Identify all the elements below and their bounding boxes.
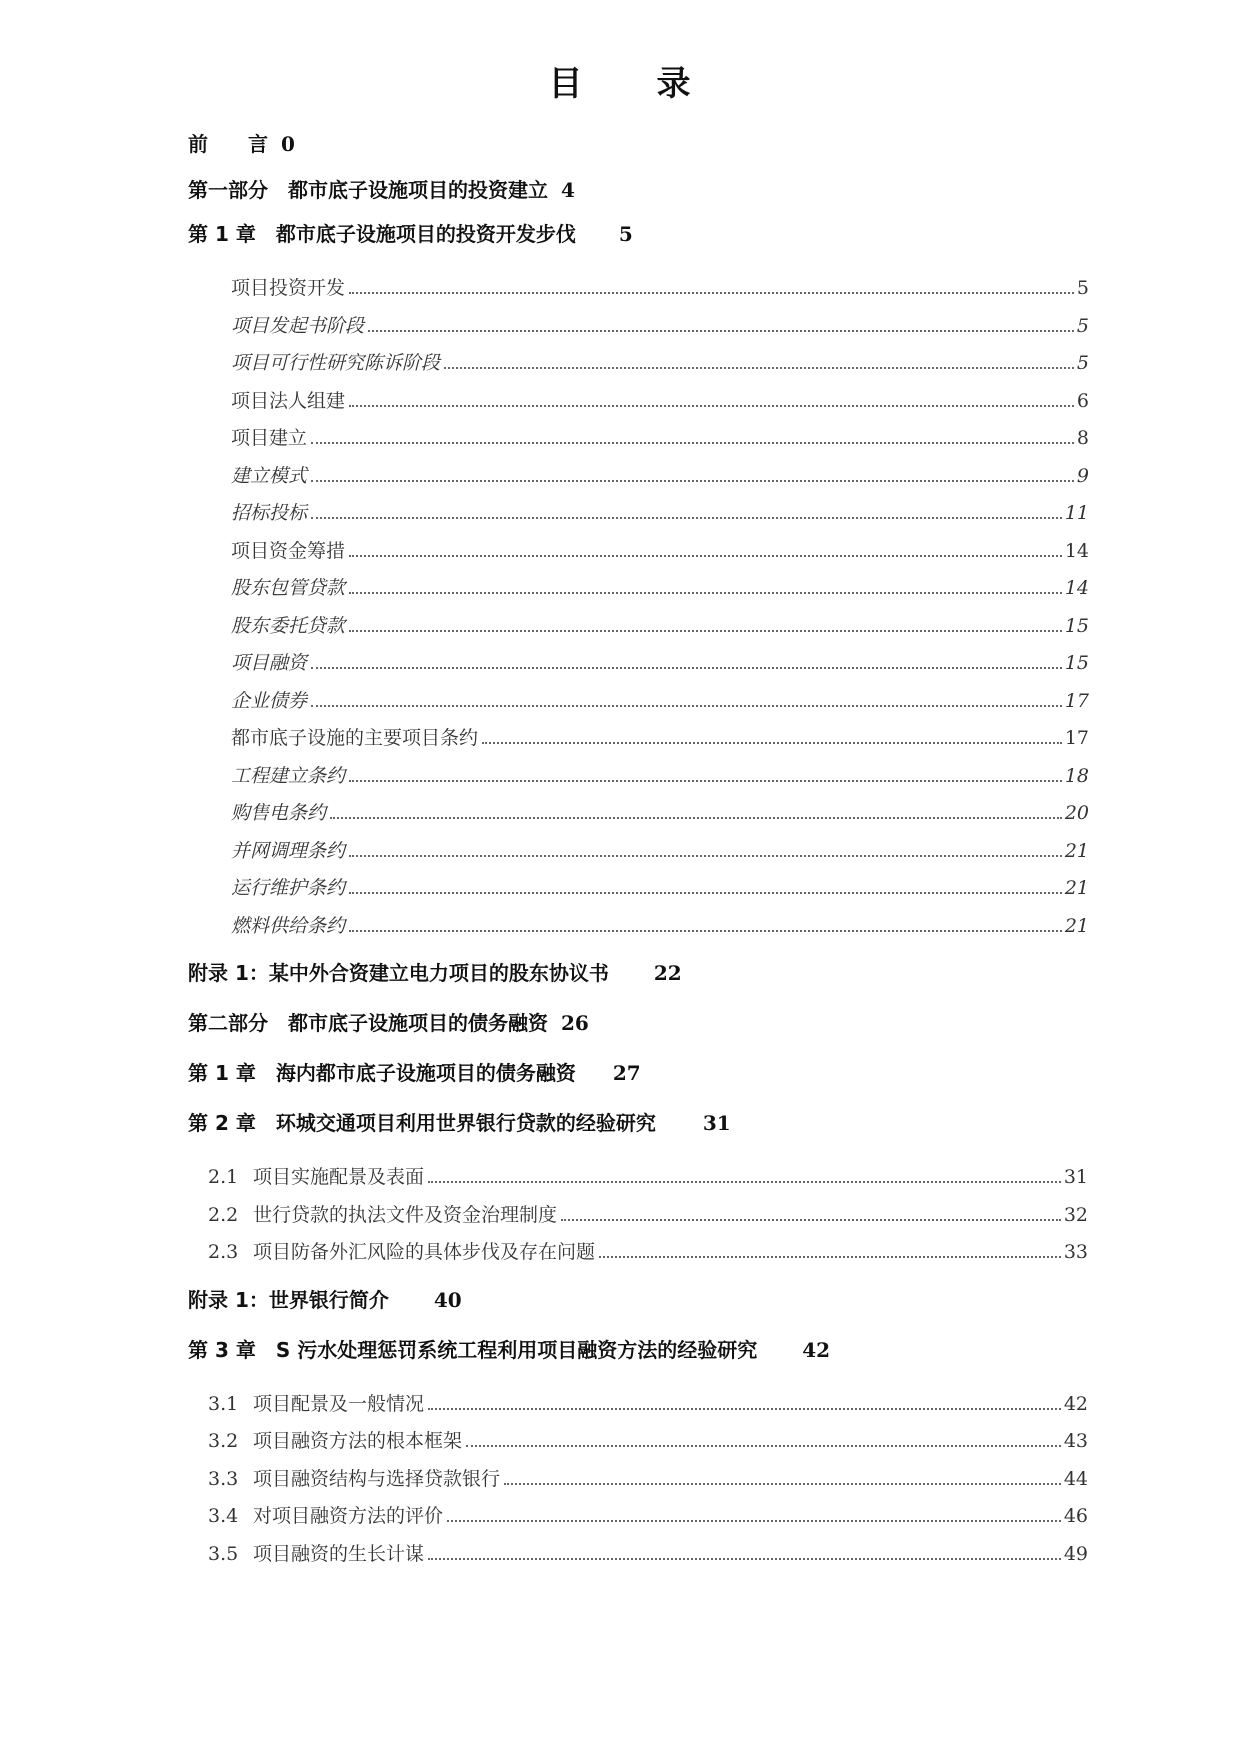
toc-entry[interactable]: [231, 308, 1089, 346]
dot-leader: [311, 441, 1074, 444]
dot-leader: [428, 1557, 1061, 1560]
entry-page: 42: [1063, 1392, 1088, 1415]
toc-entry[interactable]: [208, 1386, 1088, 1424]
toc-entry[interactable]: [208, 1536, 1088, 1574]
toc-entry[interactable]: [231, 345, 1089, 383]
dot-leader: [349, 891, 1062, 894]
toc-entry[interactable]: [208, 1423, 1088, 1461]
toc-entry[interactable]: [231, 833, 1089, 871]
toc-entry[interactable]: [208, 1234, 1088, 1272]
entry-number: 2.3: [208, 1241, 239, 1263]
heading-page: 0: [280, 132, 295, 156]
dot-leader: [349, 629, 1062, 632]
dot-leader: [428, 1180, 1061, 1183]
entry-label: 企业债券: [231, 689, 308, 712]
entry-page: 14: [1064, 539, 1089, 562]
toc-entry[interactable]: [231, 533, 1089, 571]
page-title: 目 录: [548, 64, 693, 104]
entry-number: 3.4: [208, 1505, 239, 1527]
toc-entry[interactable]: [231, 683, 1089, 721]
heading-label: 前 言: [188, 132, 268, 156]
entry-page: 17: [1064, 727, 1089, 749]
entry-label: 项目融资方法的根本框架: [253, 1430, 463, 1452]
heading-page: 22: [653, 961, 682, 985]
toc-entry[interactable]: [231, 908, 1089, 946]
dot-leader: [311, 479, 1074, 482]
table-of-contents: [188, 130, 1088, 1573]
toc-entry[interactable]: [231, 720, 1089, 758]
toc-heading-part2-ch2[interactable]: [188, 1109, 1088, 1159]
entry-page: 21: [1064, 914, 1089, 937]
toc-entry[interactable]: [231, 420, 1089, 458]
entry-page: 21: [1064, 877, 1089, 899]
entry-page: 5: [1076, 314, 1089, 337]
entry-label: 股东委托贷款: [231, 614, 346, 637]
dot-leader: [368, 329, 1074, 332]
toc-entry[interactable]: [231, 795, 1089, 833]
heading-page: 31: [702, 1111, 731, 1135]
toc-entry[interactable]: [231, 645, 1089, 683]
entry-page: 33: [1063, 1241, 1088, 1263]
entry-label: 招标投标: [231, 502, 308, 524]
entry-label: 燃料供给条约: [231, 914, 346, 937]
dot-leader: [349, 779, 1062, 782]
heading-page: 5: [618, 222, 633, 246]
toc-entry[interactable]: [208, 1197, 1088, 1235]
toc-entry[interactable]: [231, 870, 1089, 908]
entry-page: 17: [1064, 689, 1089, 712]
heading-label: 附录 1：某中外合资建立电力项目的股东协议书: [188, 961, 609, 985]
entry-page: 15: [1064, 614, 1089, 637]
dot-leader: [428, 1407, 1061, 1410]
dot-leader: [599, 1255, 1061, 1258]
entry-label: 股东包管贷款: [231, 577, 346, 599]
entry-label: 对项目融资方法的评价: [253, 1505, 444, 1527]
entry-page: 9: [1076, 464, 1089, 487]
entry-label: 并网调理条约: [231, 839, 346, 862]
ch2-entry-list: [188, 1159, 1088, 1272]
entry-label: 工程建立条约: [231, 764, 346, 787]
heading-page: 4: [560, 178, 575, 202]
toc-heading-ch1[interactable]: [188, 220, 1088, 270]
toc-entry[interactable]: [208, 1461, 1088, 1499]
entry-number: 3.1: [208, 1392, 239, 1415]
entry-page: 21: [1064, 839, 1089, 862]
entry-number: 2.1: [208, 1166, 239, 1188]
entry-page: 31: [1063, 1166, 1088, 1188]
entry-label: 项目发起书阶段: [231, 314, 365, 337]
dot-leader: [504, 1482, 1061, 1485]
entry-page: 20: [1064, 802, 1089, 824]
toc-entry[interactable]: [231, 458, 1089, 496]
entry-page: 14: [1064, 577, 1089, 599]
toc-heading-appendix2[interactable]: [188, 1286, 1088, 1336]
entry-label: 建立模式: [231, 464, 308, 487]
entry-page: 44: [1063, 1467, 1088, 1490]
toc-entry[interactable]: [231, 495, 1089, 533]
heading-label: 第 2 章 环城交通项目利用世界银行贷款的经验研究: [188, 1111, 656, 1135]
heading-label: 第一部分 都市底子设施项目的投资建立: [188, 178, 548, 202]
entry-number: 3.2: [208, 1430, 239, 1452]
toc-entry[interactable]: [231, 383, 1089, 421]
heading-page: 42: [802, 1337, 831, 1362]
dot-leader: [466, 1444, 1061, 1447]
entry-page: 5: [1076, 277, 1089, 299]
dot-leader: [349, 404, 1074, 407]
entry-label: 项目法人组建: [231, 389, 346, 412]
entry-label: 项目防备外汇风险的具体步伐及存在问题: [253, 1241, 596, 1263]
toc-entry[interactable]: [231, 758, 1089, 796]
entry-page: 11: [1064, 502, 1089, 524]
entry-page: 18: [1064, 764, 1089, 787]
ch3-entry-list: [188, 1386, 1088, 1574]
heading-page: 26: [560, 1011, 589, 1035]
entry-page: 32: [1063, 1203, 1088, 1226]
toc-entry[interactable]: [231, 608, 1089, 646]
entry-number: 2.2: [208, 1203, 239, 1226]
entry-page: 5: [1076, 352, 1089, 374]
entry-page: 8: [1076, 427, 1089, 449]
entry-page: 46: [1063, 1505, 1088, 1527]
entry-label: 项目融资的生长计谋: [253, 1542, 425, 1565]
toc-heading-part1[interactable]: [188, 176, 1088, 220]
entry-label: 项目配景及一般情况: [253, 1392, 425, 1415]
heading-label: 第 1 章 海内都市底子设施项目的债务融资: [188, 1061, 576, 1085]
entry-label: 项目资金筹措: [231, 539, 346, 562]
entry-label: 项目实施配景及表面: [253, 1166, 425, 1188]
heading-label: 第 3 章 S 污水处理惩罚系统工程利用项目融资方法的经验研究: [188, 1337, 758, 1362]
toc-entry[interactable]: [208, 1159, 1088, 1197]
toc-heading-preface[interactable]: [188, 130, 1088, 176]
heading-label: 第二部分 都市底子设施项目的债务融资: [188, 1011, 548, 1035]
toc-heading-part2-ch1[interactable]: [188, 1059, 1088, 1109]
entry-page: 43: [1063, 1430, 1088, 1452]
entry-label: 项目融资结构与选择贷款银行: [253, 1467, 501, 1490]
entry-page: 15: [1064, 652, 1089, 674]
toc-heading-part2[interactable]: [188, 1009, 1088, 1059]
dot-leader: [349, 854, 1062, 857]
dot-leader: [447, 1519, 1061, 1522]
dot-leader: [349, 929, 1062, 932]
entry-label: 项目可行性研究陈诉阶段: [231, 352, 441, 374]
dot-leader: [561, 1218, 1061, 1221]
entry-label: 都市底子设施的主要项目条约: [231, 727, 479, 749]
dot-leader: [349, 291, 1074, 294]
heading-page: 40: [433, 1287, 462, 1312]
toc-heading-part2-ch3[interactable]: [188, 1336, 1088, 1386]
dot-leader: [444, 366, 1074, 369]
heading-page: 27: [612, 1061, 641, 1085]
heading-label: 第 1 章 都市底子设施项目的投资开发步伐: [188, 222, 576, 246]
entry-label: 世行贷款的执法文件及资金治理制度: [253, 1203, 558, 1226]
entry-number: 3.5: [208, 1542, 239, 1565]
dot-leader: [349, 554, 1062, 557]
entry-label: 项目建立: [231, 427, 308, 449]
toc-entry[interactable]: [231, 570, 1089, 608]
entry-page: 49: [1063, 1542, 1088, 1565]
entry-number: 3.3: [208, 1467, 239, 1490]
entry-label: 运行维护条约: [231, 877, 346, 899]
entry-label: 购售电条约: [231, 802, 327, 824]
dot-leader: [330, 816, 1062, 819]
dot-leader: [349, 591, 1062, 594]
dot-leader: [311, 704, 1062, 707]
heading-label: 附录 1：世界银行简介: [188, 1287, 389, 1312]
toc-heading-appendix1[interactable]: [188, 959, 1088, 1009]
dot-leader: [311, 666, 1062, 669]
entry-page: 6: [1076, 389, 1089, 412]
dot-leader: [482, 741, 1062, 744]
entry-label: 项目投资开发: [231, 277, 346, 299]
toc-entry[interactable]: [231, 270, 1089, 308]
entry-label: 项目融资: [231, 652, 308, 674]
ch1-entry-list: [188, 270, 1089, 945]
dot-leader: [311, 516, 1062, 519]
toc-entry[interactable]: [208, 1498, 1088, 1536]
